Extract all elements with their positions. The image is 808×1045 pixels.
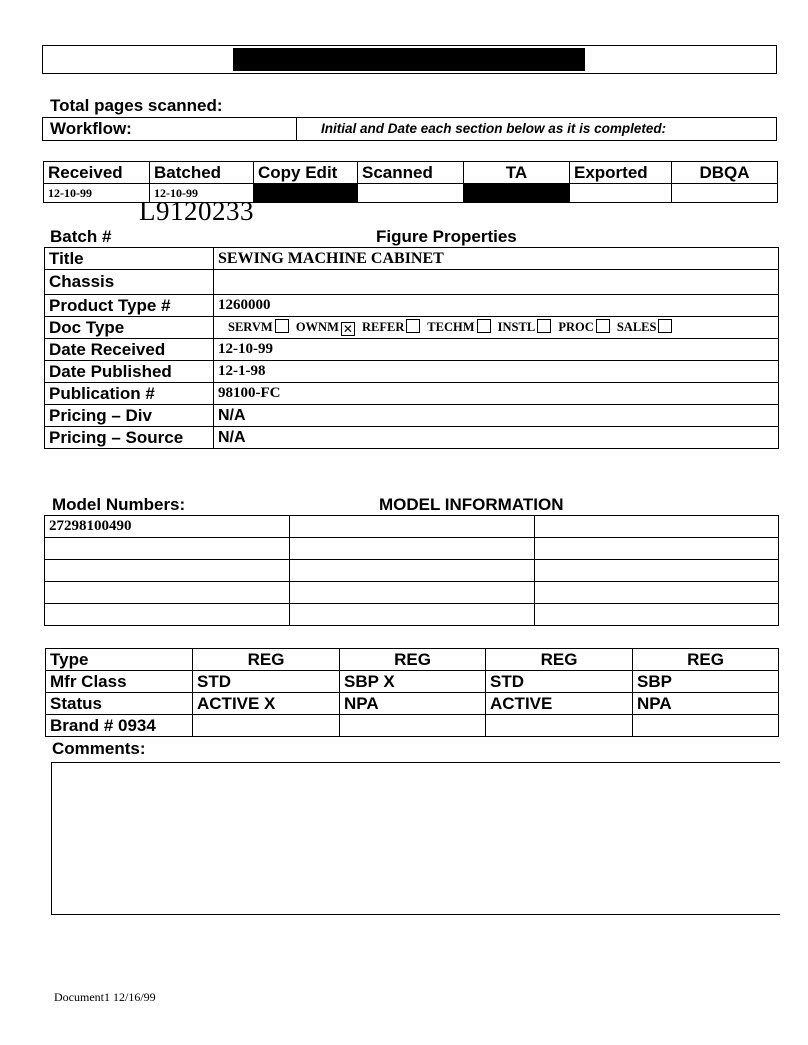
model-number-cell [45, 604, 290, 626]
date-received-value: 12-10-99 [214, 339, 779, 361]
status-value: ACTIVE [486, 693, 633, 715]
brand-value [486, 715, 633, 737]
type-label: Type [46, 649, 193, 671]
product-type-label: Product Type # [45, 295, 214, 317]
redacted-title-bar [233, 48, 585, 71]
model-number-cell [290, 582, 535, 604]
model-number-cell [45, 538, 290, 560]
model-number-cell [290, 516, 535, 538]
doc-type-instl-label: INSTL [497, 320, 536, 334]
scanned-value [358, 184, 464, 203]
col-dbqa: DBQA [672, 162, 778, 184]
model-number-cell [45, 560, 290, 582]
doc-type-servm-checkbox[interactable] [275, 319, 289, 333]
title-label: Title [45, 248, 214, 270]
doc-type-proc-label: PROC [558, 320, 594, 334]
doc-type-ownm-label: OWNM [295, 320, 339, 334]
received-value: 12-10-99 [44, 184, 150, 203]
col-ta: TA [464, 162, 570, 184]
doc-type-refer-label: REFER [362, 320, 405, 334]
doc-type-sales-checkbox[interactable] [658, 319, 672, 333]
brand-label: Brand # 0934 [46, 715, 193, 737]
figure-properties-title: Figure Properties [376, 227, 517, 246]
status-value: NPA [340, 693, 486, 715]
model-number-cell [535, 538, 779, 560]
status-label: Status [46, 693, 193, 715]
copy-edit-redacted [254, 184, 358, 203]
comments-box[interactable] [51, 762, 780, 915]
mfr-class-value: STD [193, 671, 340, 693]
model-information-title: MODEL INFORMATION [379, 495, 564, 514]
dbqa-value [672, 184, 778, 203]
title-box [42, 45, 777, 74]
doc-type-label: Doc Type [45, 317, 214, 339]
brand-value [633, 715, 779, 737]
mfr-class-value: SBP [633, 671, 779, 693]
pricing-div-label: Pricing – Div [45, 405, 214, 427]
document-reference: Document1 12/16/99 [54, 990, 156, 1004]
pricing-source-value: N/A [214, 427, 779, 449]
workflow-instruction: Initial and Date each section below as it is completed: [321, 121, 667, 136]
brand-value [340, 715, 486, 737]
publication-value: 98100-FC [214, 383, 779, 405]
doc-type-instl-checkbox[interactable] [537, 319, 551, 333]
model-number-cell [45, 582, 290, 604]
chassis-value [214, 270, 779, 295]
pricing-source-label: Pricing – Source [45, 427, 214, 449]
chassis-label: Chassis [45, 270, 214, 295]
col-exported: Exported [570, 162, 672, 184]
type-value: REG [340, 649, 486, 671]
model-number-cell [535, 560, 779, 582]
model-number-cell [290, 604, 535, 626]
col-copy-edit: Copy Edit [254, 162, 358, 184]
model-numbers-table [44, 515, 779, 626]
doc-type-ownm-checkbox[interactable]: ✕ [342, 322, 353, 336]
workflow-box [42, 117, 777, 141]
model-number-cell: 27298100490 [45, 516, 290, 538]
model-number-cell [535, 516, 779, 538]
model-number-cell [290, 560, 535, 582]
type-value: REG [633, 649, 779, 671]
status-value: ACTIVE X [193, 693, 340, 715]
class-status-table [45, 648, 779, 737]
total-pages-label: Total pages scanned: [50, 96, 223, 115]
comments-label: Comments: [52, 739, 146, 758]
col-scanned: Scanned [358, 162, 464, 184]
doc-type-techm-checkbox[interactable] [477, 319, 491, 333]
doc-type-techm-label: TECHM [427, 320, 475, 334]
exported-value [570, 184, 672, 203]
mfr-class-value: STD [486, 671, 633, 693]
workflow-label: Workflow: [50, 119, 132, 138]
date-received-label: Date Received [45, 339, 214, 361]
batch-label: Batch # [50, 227, 112, 246]
doc-type-refer-checkbox[interactable] [406, 319, 420, 333]
mfr-class-value: SBP X [340, 671, 486, 693]
col-batched: Batched [150, 162, 254, 184]
date-published-value: 12-1-98 [214, 361, 779, 383]
batch-stamp: L9120233 [139, 196, 254, 226]
date-published-label: Date Published [45, 361, 214, 383]
type-value: REG [486, 649, 633, 671]
model-number-cell [535, 604, 779, 626]
model-number-cell [290, 538, 535, 560]
doc-type-servm-label: SERVM [228, 320, 273, 334]
doc-type-sales-label: SALES [616, 320, 657, 334]
status-value: NPA [633, 693, 779, 715]
workflow-divider [296, 118, 297, 140]
batched-value: 12-10-99 [150, 184, 254, 203]
properties-table [44, 247, 779, 449]
model-numbers-label: Model Numbers: [52, 495, 186, 514]
product-type-value: 1260000 [214, 295, 779, 317]
mfr-class-label: Mfr Class [46, 671, 193, 693]
col-received: Received [44, 162, 150, 184]
doc-type-proc-checkbox[interactable] [596, 319, 610, 333]
publication-label: Publication # [45, 383, 214, 405]
type-value: REG [193, 649, 340, 671]
pricing-div-value: N/A [214, 405, 779, 427]
brand-value [193, 715, 340, 737]
model-number-cell [535, 582, 779, 604]
ta-redacted [464, 184, 570, 203]
title-value: SEWING MACHINE CABINET [214, 248, 779, 270]
doc-type-options [214, 317, 779, 339]
